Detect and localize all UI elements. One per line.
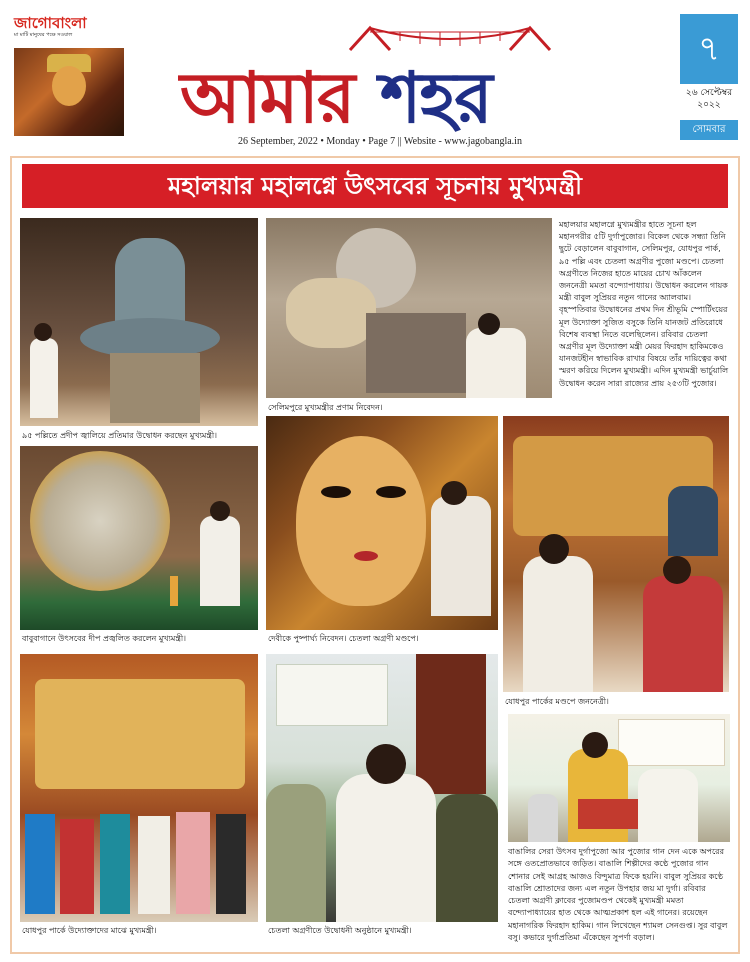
photo-95-palli — [20, 218, 258, 426]
caption-5: যোধপুর পার্কের মণ্ডপে জননেত্রী। — [505, 697, 609, 706]
page-day: সোমবার — [680, 120, 738, 140]
headline-banner: মহালয়ার মহালগ্নে উৎসবের সূচনায় মুখ্যমন্ত্রী — [22, 164, 728, 208]
photo-chetla-inauguration — [266, 654, 498, 922]
photo-babubagan — [20, 446, 258, 630]
masthead — [180, 22, 580, 139]
brand-name: জাগোবাংলা — [14, 14, 87, 32]
caption-6: যোধপুর পার্কে উদ্যোক্তাদের মাঝে মুখ্যমন্ত্রী। — [22, 926, 157, 935]
caption-2: সেলিমপুরে মুখ্যমন্ত্রীর প্রণাম নিবেদন। — [268, 403, 383, 412]
page-info-box — [680, 14, 738, 140]
masthead-title-part1: আমার — [180, 57, 354, 139]
masthead-title-part2: শহর — [380, 57, 491, 139]
photo-jodhpur-park-pandal — [503, 416, 729, 692]
page-date-line2: ২০২২ — [697, 100, 721, 110]
story-text-2: বাঙালির সেরা উৎসব দুর্গাপুজো আর পুজোর গান দেন একে অপরের সঙ্গে ওতপ্রোতভাবে জড়িত। বাঙালি শিল্পীদের কণ্ঠে পুজোর গান শোনার সেই আগ্রহ আজও বিন্দুমাত্র ফিকে হয়নি। বাবুল সুপ্রিয়র কণ্ঠে বাঙালি শ্রোতাদের জন্য এল নতুন উপহার জয় মা দুর্গা। রবিবার চেতলা অগ্রণী ক্লাবের পুজোমণ্ডপ থেকেই মুখ্যমন্ত্রী মমতা বন্দ্যোপাধ্যায়ের হাত থেকে আত্মপ্রকাশ হল এই গানের। রয়েছেন মহানাগরিক ফিরহাদ হাকিম। গান লিখেছেন শ্যামল সেনগুপ্ত। সুর বাবুল বসু। কভারে দুর্গাপ্রতিমা এঁকেছেন সুপর্ণা বড়াল। — [508, 847, 728, 943]
page-date-line1: ২৬ সেপ্টেম্বর — [685, 88, 733, 98]
durga-thumbnail-image — [14, 48, 124, 136]
caption-4: দেবীকে পুষ্পার্ঘ্য নিবেদন। চেতলা অগ্রণী মণ্ডপে। — [268, 634, 419, 643]
caption-3: বাবুবাগানে উৎসবের দীপ প্রজ্বলিত করলেন মুখ্যমন্ত্রী। — [22, 634, 187, 643]
photo-jodhpur-park-organisers — [20, 654, 258, 922]
photo-chetla-painting — [266, 416, 498, 630]
caption-1: ৯৫ পল্লিতে প্রদীপ জ্বালিয়ে প্রতিমার উদ্বোধন করছেন মুখ্যমন্ত্রী। — [22, 431, 218, 440]
story-text: মহালয়ার মহালগ্নে মুখ্যমন্ত্রীর হাতে সূচনা হল মহানগরীর ৫টি দুর্গাপুজোর। বিকেল থেকে সন্ধ্যা তিনি ছুটে বেড়ালেন বাবুবাগান, সেলিমপুর, যোধপুর পার্ক, ৯৫ পল্লি এবং চেতলা অগ্রণীর পুজো মণ্ডপে। চেতলা অগ্রণীতে নিজের হাতে মায়ের চোখ আঁকলেন জননেত্রী মমতা বন্দ্যোপাধ্যায়। উদ্বোধন করলেন গায়ক মন্ত্রী বাবুল সুপ্রিয়র নতুন গানের অ্যালবাম। বৃহস্পতিবার উদ্বোধনের প্রথম দিন শ্রীভূমি স্পোর্টিংয়ের মূল উদ্যোক্তা সুজিত বসুকে তিনি যানজট প্রতিরোধে বিশেষ ব্যবস্থা নিতে বলেছিলেন। রবিবার চেতলা অগ্রণীর মূল উদ্যোক্তা মন্ত্রী মেয়র ফিরহাদ হাকিমকেও যানজটহীন স্বাভাবিক রাখার বিষয়ে তাঁর দায়িত্বের কথা স্মরণ করিয়ে দিলেন মুখ্যমন্ত্রী। এদিন মুখ্যমন্ত্রী ভার্চুয়ালি উদ্বোধন করেন সারা রাজ্যের প্রায় ২৫৩টি পুজোর। — [559, 220, 729, 388]
brand-logo[interactable] — [14, 14, 124, 46]
page-date — [680, 84, 738, 120]
caption-7: চেতলা অগ্রণীতে উদ্বোধনী অনুষ্ঠানে মুখ্যমন্ত্রী। — [268, 926, 412, 935]
photo-selimpur — [266, 218, 552, 398]
brand-tagline: মা মাটি মানুষের পক্ষে সওয়াল — [14, 32, 73, 38]
page-number: ৭ — [680, 14, 738, 84]
photo-album-launch — [508, 714, 730, 842]
dateline: 26 September, 2022 • Monday • Page 7 || Website - www.jagobangla.in — [238, 136, 522, 147]
